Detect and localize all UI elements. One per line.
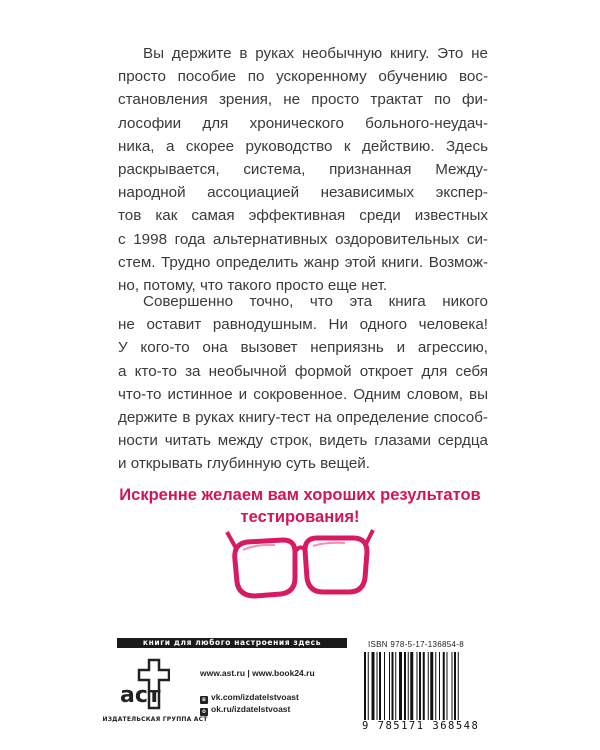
barcode-bar — [417, 652, 418, 720]
barcode-bar — [452, 652, 453, 720]
tagline-line-2: тестирования! — [240, 508, 360, 526]
barcode-bar — [395, 652, 396, 720]
vk-link[interactable] — [200, 692, 299, 704]
barcode-bar — [435, 652, 436, 720]
barcode-bar — [392, 652, 394, 720]
barcode-bar — [430, 652, 433, 720]
barcode-bar — [454, 652, 456, 720]
barcode — [362, 652, 482, 720]
barcode-bar — [458, 652, 459, 720]
barcode-bar — [377, 652, 378, 720]
paragraph-line: Вы держите в руках необычную книгу. Это не — [143, 45, 488, 62]
paragraph-line: Совершенно точно, что эта книга никого — [143, 293, 488, 310]
barcode-bar — [423, 652, 425, 720]
barcode-bar — [439, 652, 440, 720]
description-paragraph-2 — [118, 290, 488, 476]
paragraph-line: тов как самая эффективная среди известных — [118, 207, 488, 225]
barcode-bar — [379, 652, 381, 720]
vk-icon: в — [200, 696, 208, 704]
barcode-bar — [389, 652, 390, 720]
barcode-bar — [372, 652, 375, 720]
paragraph-line: держите в руках книгу-тест на определение способ- — [118, 409, 488, 427]
websites-link[interactable]: www.ast.ru | www.book24.ru — [200, 668, 315, 678]
barcode-bar — [364, 652, 366, 720]
paragraph-line: не оставит равнодушным. Ни одного человека! — [118, 316, 488, 334]
barcode-bar — [384, 652, 385, 720]
paragraph-line: с 1998 года альтернативных оздоровительных си- — [118, 230, 488, 248]
barcode-bar — [404, 652, 406, 720]
paragraph-line: народной ассоциацией независимых экспер- — [118, 184, 488, 202]
ok-link[interactable] — [200, 704, 290, 716]
paragraph-line: а кто-то за необычной формой откроет для себя — [118, 362, 488, 380]
paragraph-line: и открывать глубинную суть вещей. — [118, 455, 370, 473]
paragraph-line: что-то истинное и сокровенное. Одним словом, вы — [118, 385, 488, 403]
back-cover-footer — [0, 634, 600, 750]
barcode-bar — [447, 652, 448, 720]
barcode-digits: 9 785171 368548 — [362, 720, 480, 732]
slogan-bar: книги для любого настроения здесь — [117, 638, 347, 648]
paragraph-line: но, потому, что такого просто еще нет. — [118, 277, 388, 295]
paragraph-line: ности читать между строк, видеть глазами сердца — [118, 432, 488, 450]
paragraph-line: раскрывается, система, признанная Между- — [118, 161, 488, 179]
barcode-bar — [368, 652, 369, 720]
vk-label: vk.com/izdatelstvoast — [211, 692, 299, 702]
paragraph-line: становления зрения, не просто трактат по фи- — [118, 91, 488, 109]
paragraph-line: стем. Трудно определить жанр этой книги. Возмож- — [118, 253, 488, 271]
description-paragraph-1 — [118, 42, 488, 297]
ok-icon: о — [200, 708, 208, 716]
barcode-bar — [410, 652, 413, 720]
paragraph-line: У кого-то она вызовет неприязнь и агрессию, — [118, 339, 488, 357]
ok-label: ok.ru/izdatelstvoast — [211, 704, 291, 714]
barcode-bar — [408, 652, 409, 720]
barcode-bar — [399, 652, 402, 720]
isbn: ISBN 978-5-17-136854-8 — [368, 640, 464, 649]
barcode-bar — [419, 652, 421, 720]
glasses-illustration — [225, 520, 375, 610]
tagline-line-1: Искренне желаем вам хороших результатов — [119, 486, 481, 504]
logo-text: аст — [120, 683, 161, 708]
barcode-bar — [428, 652, 429, 720]
barcode-bar — [443, 652, 445, 720]
ast-logo — [118, 658, 170, 710]
paragraph-line: просто пособие по ускоренному обучению вос- — [118, 68, 488, 86]
paragraph-line: ника, а скорее руководство к действию. Здесь — [118, 137, 488, 155]
publisher-name: ИЗДАТЕЛЬСКАЯ ГРУППА АСТ — [102, 716, 208, 723]
paragraph-line: лософии для хронического больного-неудач- — [118, 114, 488, 132]
